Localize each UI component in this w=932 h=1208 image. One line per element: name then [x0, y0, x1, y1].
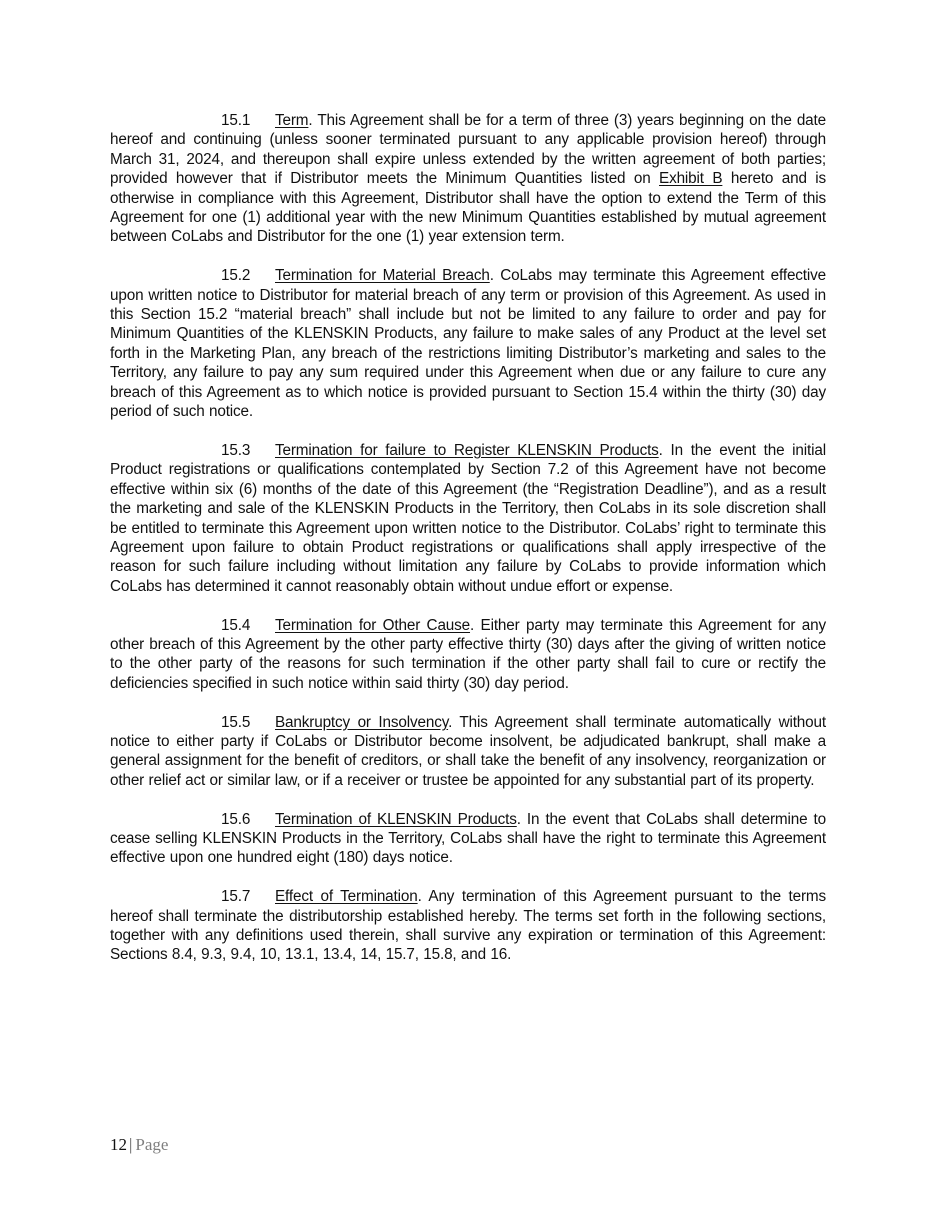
- section-body: . Either party may terminate this Agreement for any other breach of this Agreement by the other party effective thirty (30) days after the giving of written notice to the other party of the reasons for such termination if the other party shall fail to cure or rectify the deficiencies specified in such notice within said thirty (30) day period.: [110, 616, 826, 692]
- section-heading: Termination for failure to Register KLENSKIN Products: [275, 441, 659, 459]
- section-15-5: [110, 713, 826, 791]
- section-body-continued: hereto and is otherwise in compliance with this Agreement, Distributor shall have the option to extend the Term of this Agreement for one (1) additional year with the new Minimum Quantities established by mutual agreement between CoLabs and Distributor for the one (1) year extension term.: [110, 170, 826, 246]
- section-body: . This Agreement shall terminate automatically without notice to either party if CoLabs or Distributor become insolvent, be adjudicated bankrupt, shall make a general assignment for the benefit of creditors, or shall take the benefit of any insolvency, reorganization or other relief act or similar law, or if a receiver or trustee be appointed for any substantial part of its property.: [110, 713, 826, 789]
- section-body: . In the event that CoLabs shall determine to cease selling KLENSKIN Products in the Territory, CoLabs shall have the right to terminate this Agreement effective upon one hundred eight (180) days notice.: [110, 810, 826, 867]
- section-heading: Effect of Termination: [275, 888, 418, 906]
- section-body: . In the event the initial Product registrations or qualifications contemplated by Section 7.2 of this Agreement have not become effective within six (6) months of the date of this Agreement (the “Registration Deadline”), and as a result the marketing and sale of the KLENSKIN Products in the Territory, then CoLabs in its sole discretion shall be entitled to terminate this Agreement upon written notice to the Distributor. CoLabs’ right to terminate this Agreement upon failure to obtain Product registrations or qualifications shall apply irrespective of the reason for such failure including without limitation any failure by CoLabs to provide information which CoLabs has determined it cannot reasonably obtain without undue effort or expense.: [110, 441, 826, 595]
- document-page: [110, 111, 826, 984]
- page-label: Page: [135, 1135, 169, 1154]
- page-footer: [110, 1134, 168, 1156]
- section-15-6: [110, 810, 826, 868]
- section-heading: Bankruptcy or Insolvency: [275, 713, 449, 731]
- section-15-3: [110, 441, 826, 596]
- section-body: . This Agreement shall be for a term of three (3) years beginning on the date hereof and continuing (unless sooner terminated pursuant to any applicable provision hereof) through March 31, 2024, and thereupon shall expire unless extended by the written agreement of both parties; provided however that if Distributor meets the Minimum Quantities listed on: [110, 112, 826, 188]
- section-heading: Term: [275, 112, 309, 129]
- section-number: 15.3: [221, 441, 251, 459]
- page-number: 12: [110, 1135, 127, 1154]
- section-15-2: [110, 266, 826, 421]
- section-15-7: [110, 887, 826, 965]
- section-number: 15.7: [221, 888, 251, 906]
- section-15-1: [110, 111, 826, 247]
- section-number: 15.5: [221, 713, 251, 731]
- section-body: . CoLabs may terminate this Agreement effective upon written notice to Distributor for material breach of any term or provision of this Agreement. As used in this Section 15.2 “material breach” shall include but not be limited to any failure to order and pay for Minimum Quantities of the KLENSKIN Products, any failure to make sales of any Product at the level set forth in the Marketing Plan, any breach of the restrictions limiting Distributor’s marketing and sales to the Territory, any failure to pay any sum required under this Agreement when due or any failure to cure any breach of this Agreement as to which notice is provided pursuant to Section 15.4 within the thirty (30) day period of such notice.: [110, 267, 827, 421]
- section-heading: Termination for Material Breach: [275, 267, 490, 285]
- footer-separator: |: [129, 1135, 133, 1154]
- section-heading: Termination for Other Cause: [275, 616, 471, 634]
- section-number: 15.2: [221, 267, 251, 285]
- exhibit-b-reference: Exhibit B: [659, 170, 723, 188]
- section-15-4: [110, 616, 826, 694]
- section-heading: Termination of KLENSKIN Products: [275, 810, 517, 828]
- section-number: 15.4: [221, 616, 251, 634]
- section-body: . Any termination of this Agreement pursuant to the terms hereof shall terminate the distributorship established hereby. The terms set forth in the following sections, together with any definitions used therein, shall survive any expiration or termination of this Agreement: Sections 8.4, 9.3, 9.4, 10, 13.1, 13.4, 14, 15.7, 15.8, and 16.: [110, 888, 826, 964]
- section-number: 15.1: [221, 112, 251, 129]
- section-number: 15.6: [221, 810, 251, 828]
